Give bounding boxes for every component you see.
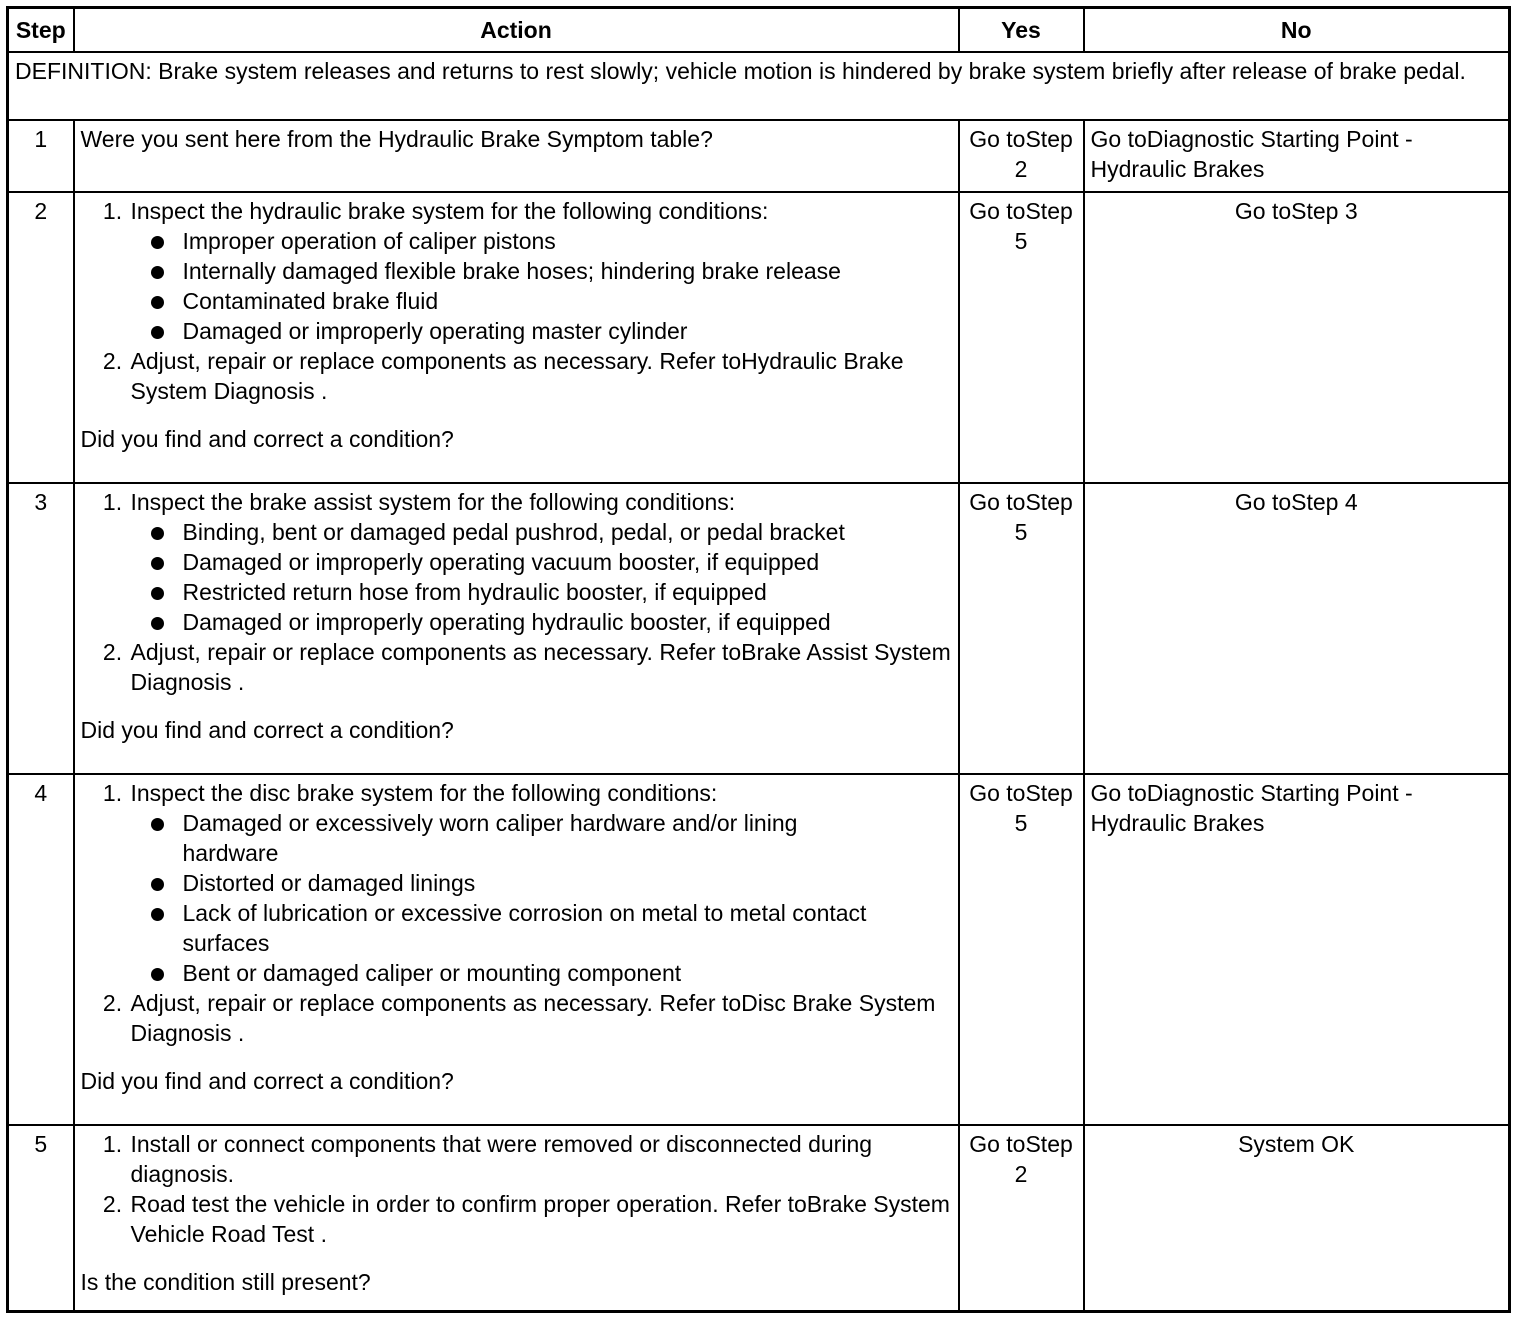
list-item: Improper operation of caliper pistons <box>183 226 952 256</box>
list-item: 2. Adjust, repair or replace components as necessary. Refer toHydraulic Brake System Diagnosis . <box>129 346 952 406</box>
yes-result: Go toStep 2 <box>959 1125 1084 1311</box>
step-number: 1 <box>8 120 74 192</box>
diagnostic-table <box>6 6 1511 1313</box>
list-item: Damaged or improperly operating vacuum booster, if equipped <box>183 547 952 577</box>
step-number: 2 <box>8 192 74 483</box>
list-item: Internally damaged flexible brake hoses; hindering brake release <box>183 256 952 286</box>
list-item: Bent or damaged caliper or mounting component <box>183 958 952 988</box>
action-text: Were you sent here from the Hydraulic Brake Symptom table? <box>74 120 959 192</box>
table-row <box>8 483 1510 774</box>
header-yes: Yes <box>959 8 1084 53</box>
question-text: Is the condition still present? <box>80 1269 371 1295</box>
list-item: Contaminated brake fluid <box>183 286 952 316</box>
procedure-list <box>81 487 952 697</box>
no-result: Go toStep 3 <box>1084 192 1510 483</box>
procedure-list <box>81 196 952 406</box>
procedure-item-text: Inspect the brake assist system for the following conditions: <box>130 489 736 515</box>
table-row <box>8 120 1510 192</box>
step-number: 3 <box>8 483 74 774</box>
procedure-item-text: Inspect the disc brake system for the following conditions: <box>130 780 718 806</box>
list-item <box>129 778 952 988</box>
action-cell <box>74 1125 959 1311</box>
yes-result: Go toStep 2 <box>959 120 1084 192</box>
table-row <box>8 1125 1510 1311</box>
question-text: Did you find and correct a condition? <box>80 426 454 452</box>
action-cell <box>74 774 959 1125</box>
question-text: Did you find and correct a condition? <box>80 1068 454 1094</box>
yes-result: Go toStep 5 <box>959 483 1084 774</box>
list-item: 2. Road test the vehicle in order to confirm proper operation. Refer toBrake System Vehicle Road Test . <box>129 1189 952 1249</box>
table-row <box>8 192 1510 483</box>
step-number: 4 <box>8 774 74 1125</box>
step-number: 5 <box>8 1125 74 1311</box>
header-no: No <box>1084 8 1510 53</box>
list-item: Binding, bent or damaged pedal pushrod, pedal, or pedal bracket <box>183 517 952 547</box>
list-item: Restricted return hose from hydraulic booster, if equipped <box>183 577 952 607</box>
list-item: Damaged or excessively worn caliper hardware and/or lining hardware <box>183 808 952 868</box>
no-result: Go toStep 4 <box>1084 483 1510 774</box>
no-result: Go toDiagnostic Starting Point - Hydraulic Brakes <box>1084 120 1510 192</box>
list-item: 2. Adjust, repair or replace components as necessary. Refer toDisc Brake System Diagnosis . <box>129 988 952 1048</box>
table-row <box>8 774 1510 1125</box>
list-item: Lack of lubrication or excessive corrosion on metal to metal contact surfaces <box>183 898 952 958</box>
procedure-item-text: Inspect the hydraulic brake system for the following conditions: <box>130 198 769 224</box>
list-item: 2. Adjust, repair or replace components as necessary. Refer toBrake Assist System Diagnosis . <box>129 637 952 697</box>
condition-list <box>131 226 952 346</box>
yes-result: Go toStep 5 <box>959 192 1084 483</box>
header-row <box>8 8 1510 53</box>
procedure-list <box>81 778 952 1048</box>
header-action: Action <box>74 8 959 53</box>
list-item: Damaged or improperly operating hydraulic booster, if equipped <box>183 607 952 637</box>
list-item: Damaged or improperly operating master cylinder <box>183 316 952 346</box>
list-item: 1. Install or connect components that were removed or disconnected during diagnosis. <box>129 1129 952 1189</box>
condition-list <box>131 517 952 637</box>
action-cell <box>74 483 959 774</box>
definition-row <box>8 52 1510 120</box>
list-item: Distorted or damaged linings <box>183 868 952 898</box>
no-result: Go toDiagnostic Starting Point - Hydraulic Brakes <box>1084 774 1510 1125</box>
condition-list <box>131 808 952 988</box>
no-result: System OK <box>1084 1125 1510 1311</box>
question-text: Did you find and correct a condition? <box>80 717 454 743</box>
action-cell <box>74 192 959 483</box>
procedure-list <box>81 1129 952 1249</box>
yes-result: Go toStep 5 <box>959 774 1084 1125</box>
list-item <box>129 196 952 346</box>
header-step: Step <box>8 8 74 53</box>
list-item <box>129 487 952 637</box>
definition-text: DEFINITION: Brake system releases and returns to rest slowly; vehicle motion is hindered by brake system briefly after release of brake pedal. <box>8 52 1510 120</box>
